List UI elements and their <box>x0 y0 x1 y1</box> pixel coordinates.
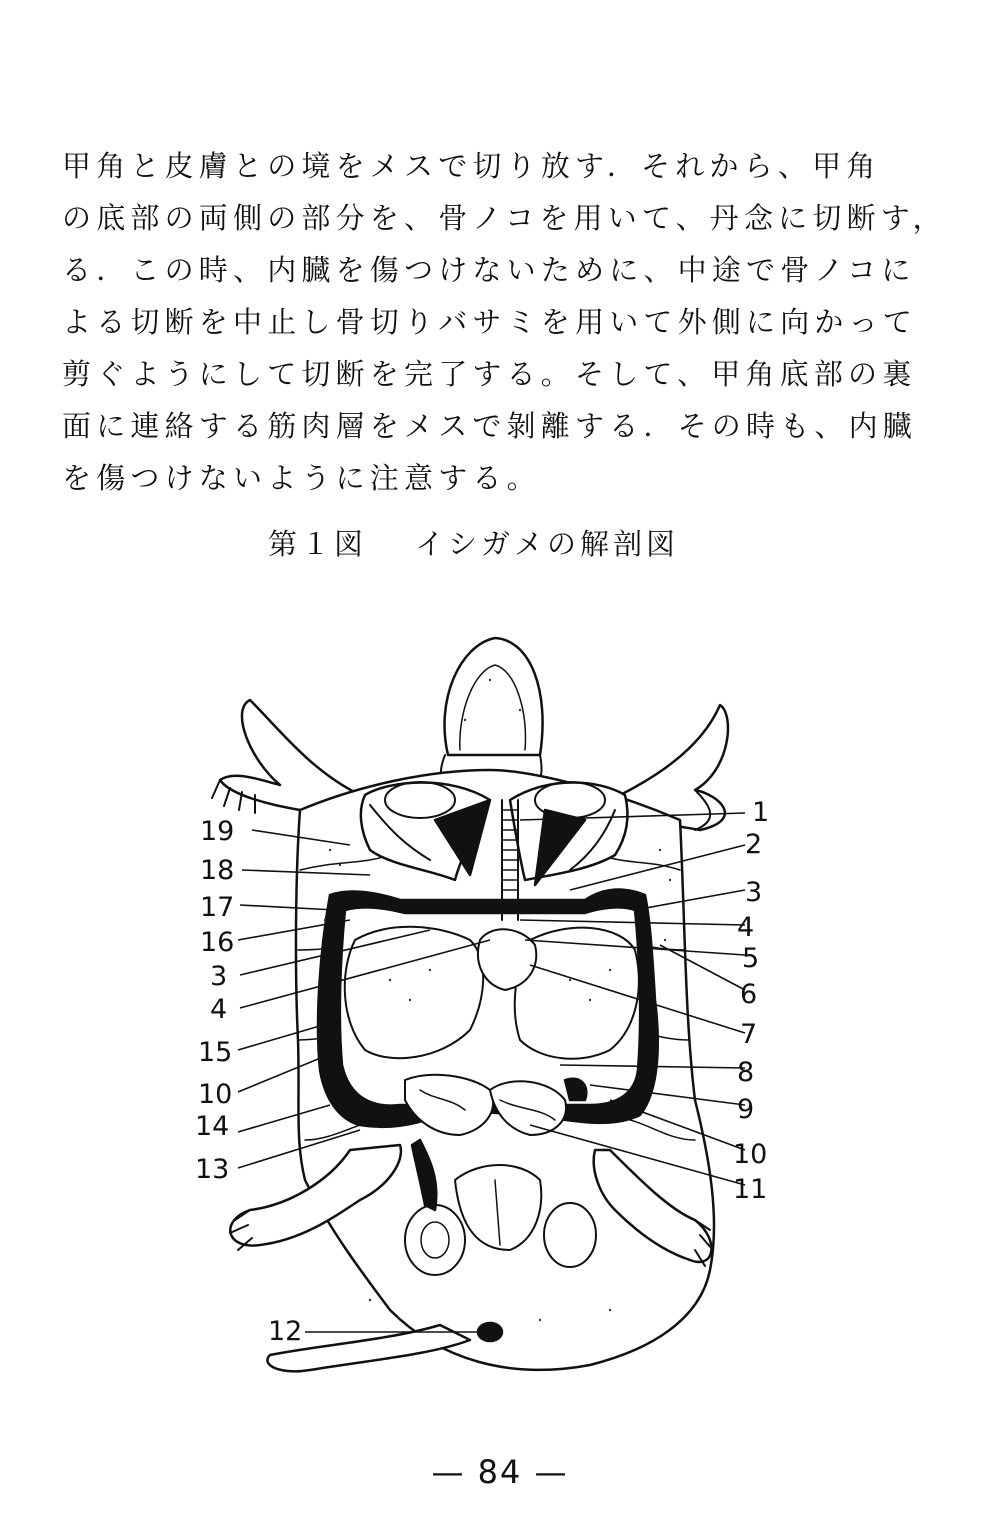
page-number: — 84 — <box>431 1453 569 1491</box>
anatomy-label: 5 <box>742 943 760 974</box>
figure-title: イシガメの解剖図 <box>415 527 680 561</box>
anatomy-label: 3 <box>745 877 763 908</box>
anatomy-label: 19 <box>200 816 235 847</box>
anatomy-label: 2 <box>745 829 763 860</box>
anatomy-label: 3 <box>210 961 228 992</box>
anatomy-label: 13 <box>195 1154 230 1185</box>
anatomy-label: 6 <box>740 979 758 1010</box>
turtle-anatomy-drawing <box>190 620 790 1400</box>
text-line: る．この時、内臓を傷つけないために、中途で骨ノコに <box>62 253 916 287</box>
anatomy-label: 12 <box>268 1316 303 1347</box>
text-line: 剪ぐようにして切断を完了する。そして、甲角底部の裏 <box>62 357 917 391</box>
anatomy-label: 8 <box>737 1057 755 1088</box>
text-line: 面に連絡する筋肉層をメスで剝離する．その時も、内臓 <box>62 409 918 443</box>
anatomy-label: 10 <box>198 1079 233 1110</box>
anatomy-label: 1 <box>752 797 770 828</box>
anatomy-label: 15 <box>198 1037 233 1068</box>
anatomy-label: 4 <box>210 994 228 1025</box>
text-line: を傷つけないように注意する。 <box>62 461 541 495</box>
anatomy-label: 4 <box>737 912 755 943</box>
anatomy-label: 14 <box>195 1111 230 1142</box>
anatomy-label: 9 <box>737 1094 755 1125</box>
anatomy-label: 16 <box>200 927 235 958</box>
text-line: の底部の両側の部分を、骨ノコを用いて、丹念に切断す， <box>62 201 947 235</box>
text-line: 甲角と皮膚との境をメスで切り放す．それから、甲角 <box>62 149 881 183</box>
anatomy-label: 10 <box>733 1139 768 1170</box>
anatomy-label: 11 <box>733 1174 768 1205</box>
figure-number: 第１図 <box>268 527 368 561</box>
text-line: よる切断を中止し骨切りバサミを用いて外側に向かって <box>62 305 918 339</box>
anatomy-label: 17 <box>200 892 235 923</box>
anatomy-label: 18 <box>200 855 235 886</box>
figure-caption <box>268 522 748 566</box>
body-paragraph <box>62 140 947 504</box>
turtle-anatomy-figure <box>190 620 790 1400</box>
anatomy-label: 7 <box>740 1019 758 1050</box>
